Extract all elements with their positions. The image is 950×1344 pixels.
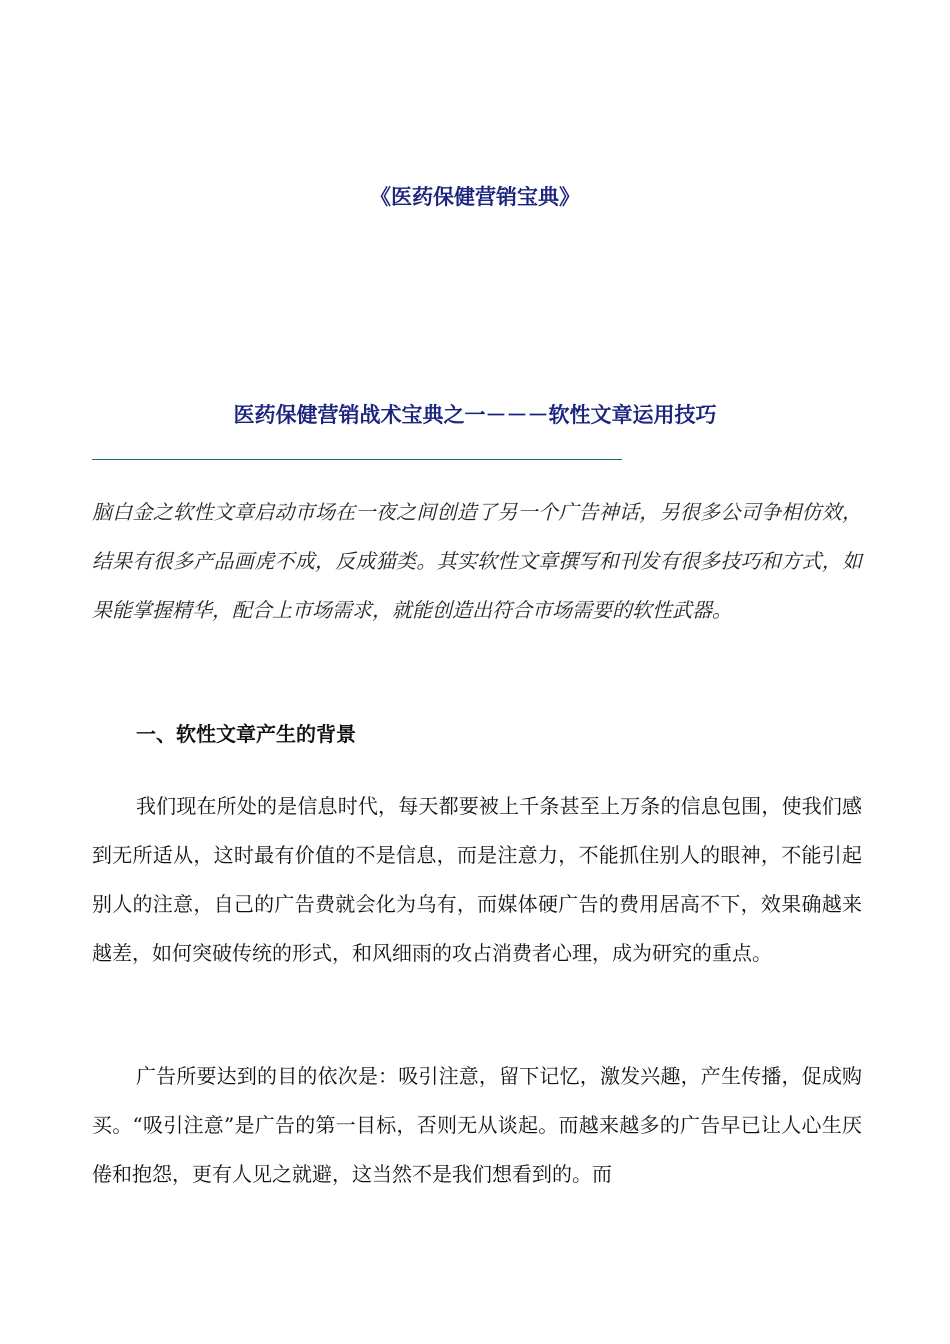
title-divider [92, 459, 622, 460]
document-title: 《医药保健营销宝典》 [370, 184, 580, 209]
section-heading: 一、软性文章产生的背景 [136, 722, 356, 746]
intro-paragraph: 脑白金之软性文章启动市场在一夜之间创造了另一个广告神话，另很多公司争相仿效，结果有很多产品画虎不成，反成猫类。其实软性文章撰写和刊发有很多技巧和方式，如果能掌握精华，配合上市场需求，就能创造出符合市场需要的软性武器。 [92, 500, 862, 622]
body-paragraph-1: 我们现在所处的是信息时代，每天都要被上千条甚至上万条的信息包围，使我们感到无所适从，这时最有价值的不是信息，而是注意力，不能抓住别人的眼神，不能引起别人的注意，自己的广告费就会化为乌有，而媒体硬广告的费用居高不下，效果确越来越差，如何突破传统的形式，和风细雨的攻占消费者心理，成为研究的重点。 [92, 794, 862, 965]
body-paragraph-2: 广告所要达到的目的依次是：吸引注意，留下记忆，激发兴趣，产生传播，促成购买。“吸引注意”是广告的第一目标，否则无从谈起。而越来越多的广告早已让人心生厌倦和抱怨，更有人见之就避，这当然不是我们想看到的。而 [92, 1064, 862, 1186]
chapter-title: 医药保健营销战术宝典之一－－－软性文章运用技巧 [233, 402, 717, 427]
